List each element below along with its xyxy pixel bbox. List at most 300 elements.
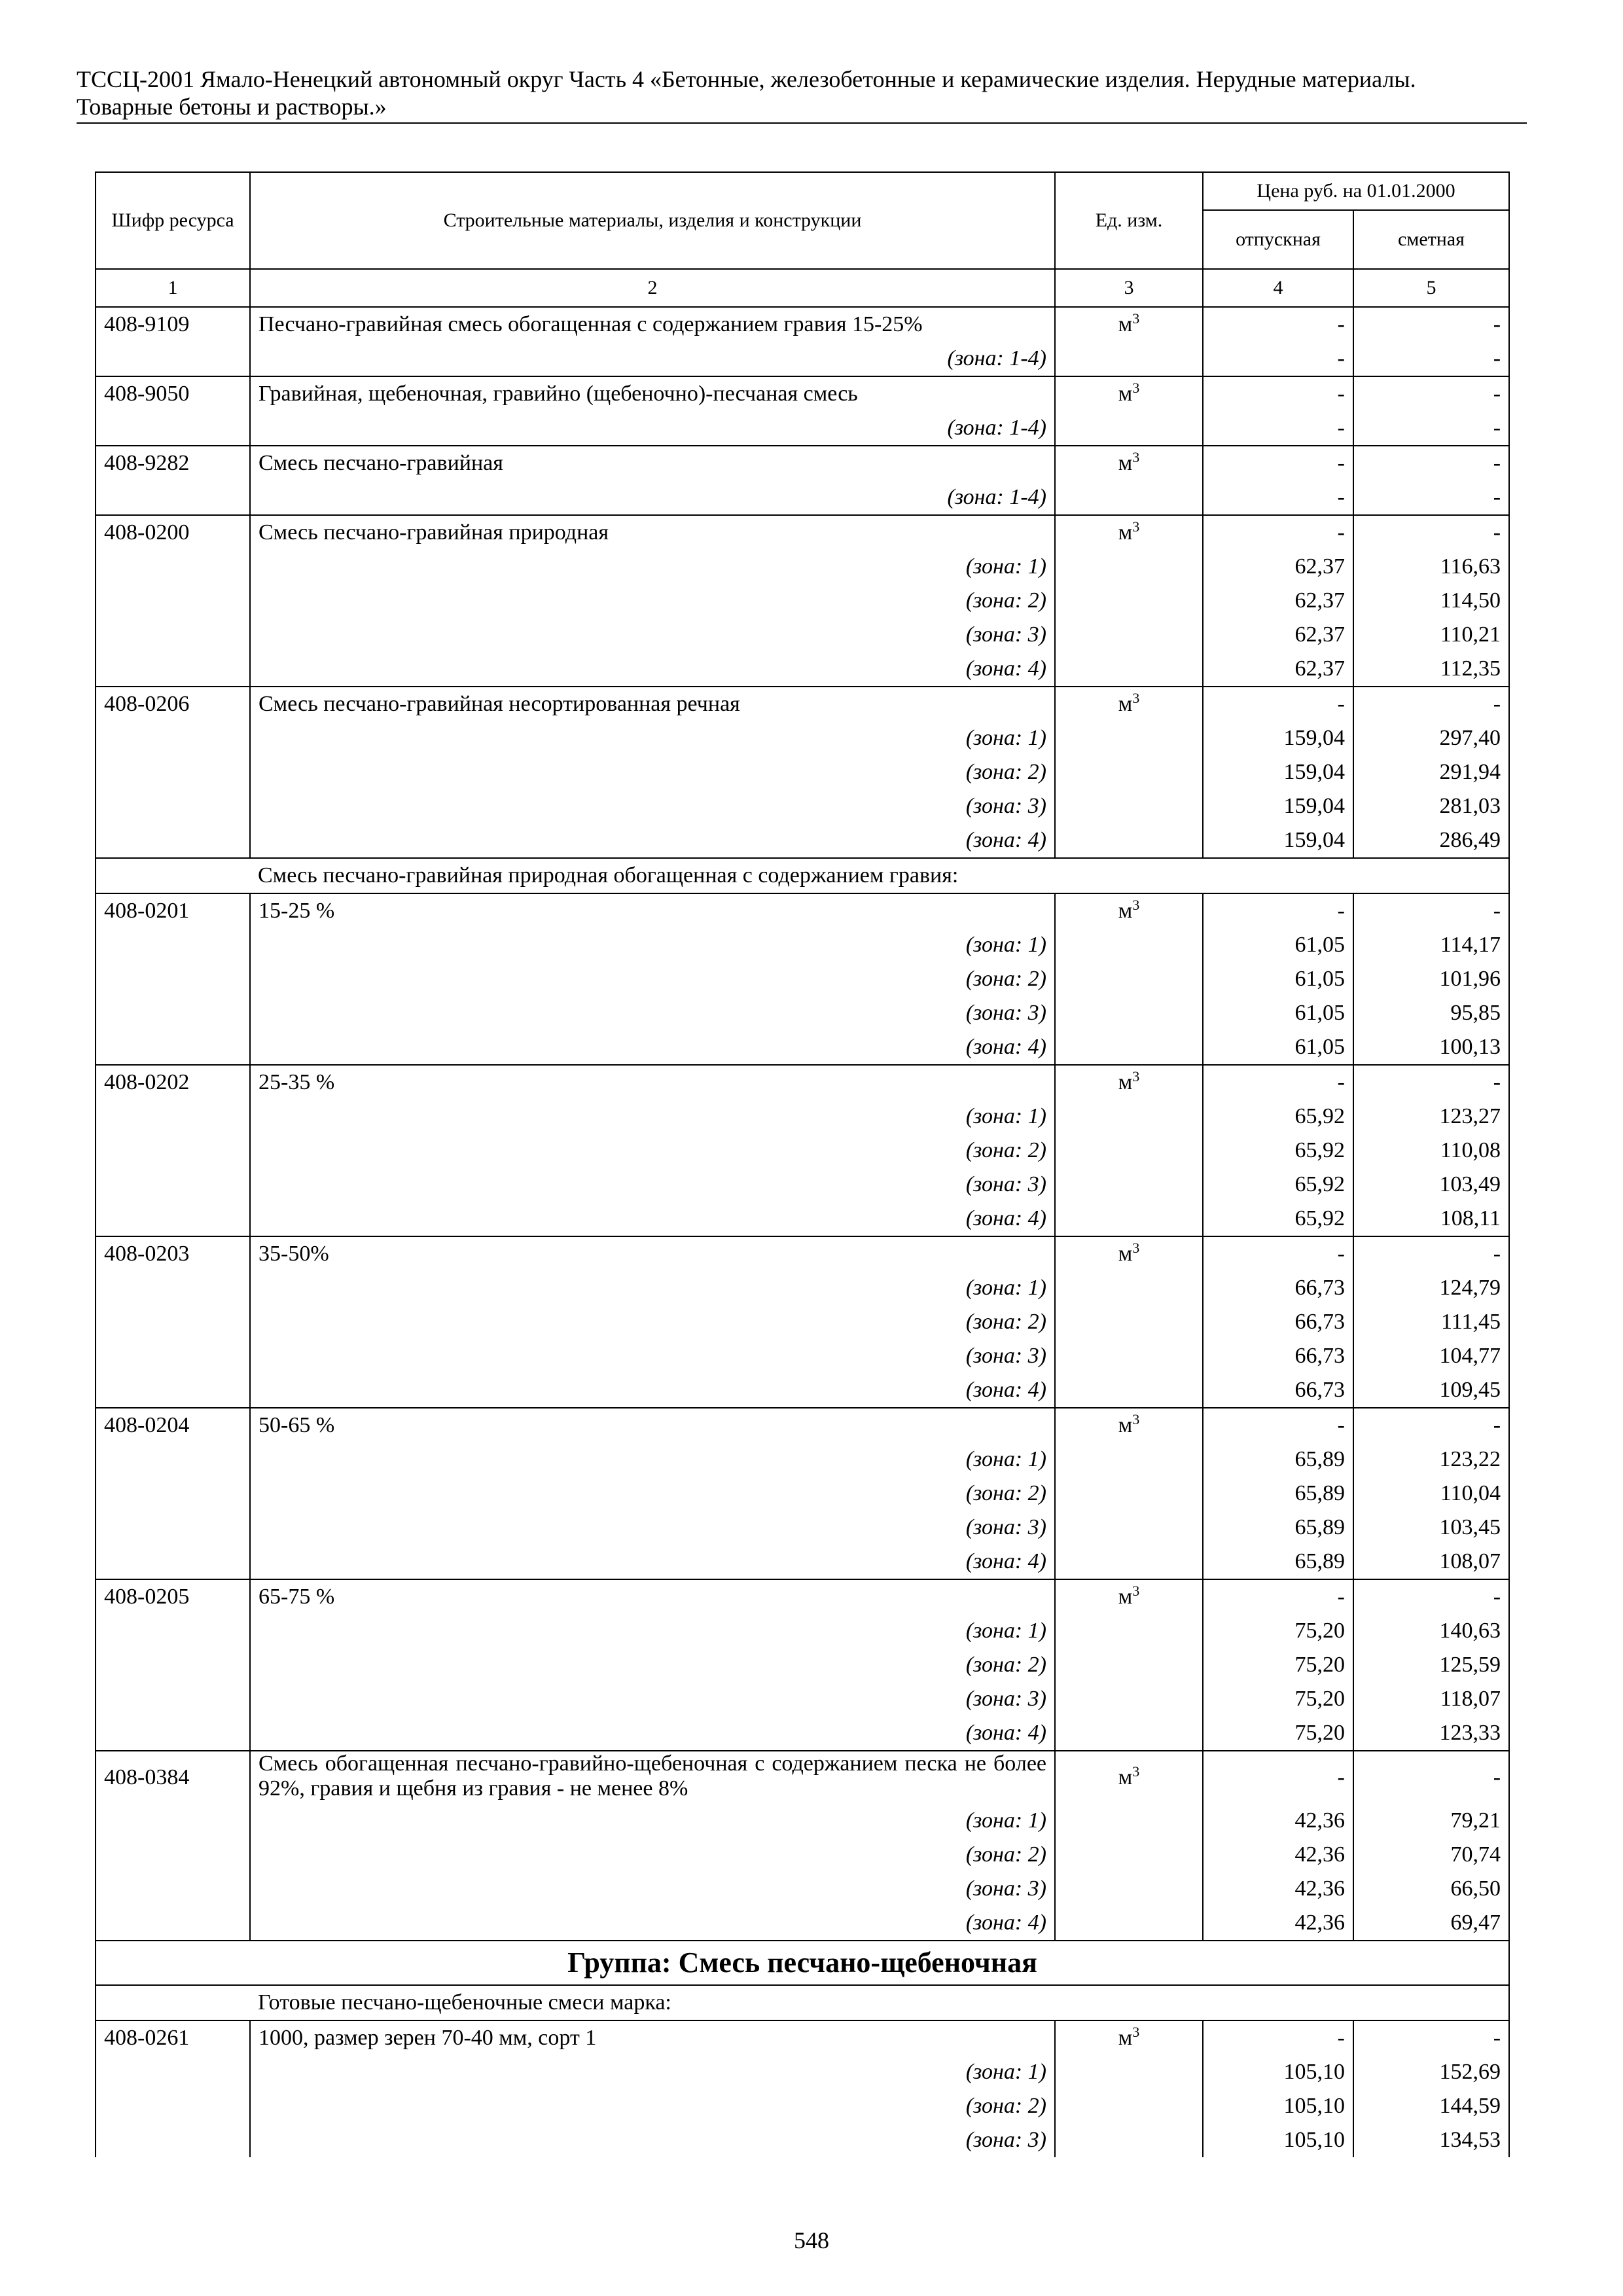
unit-base: м xyxy=(1118,520,1133,545)
zone-label: (зона: 2) xyxy=(250,755,1055,789)
unit-exponent: 3 xyxy=(1132,897,1140,913)
zone-label: (зона: 1) xyxy=(250,2055,1055,2089)
unit-base: м xyxy=(1118,1585,1133,1609)
zone-row xyxy=(96,411,1509,446)
price-release: 65,92 xyxy=(1203,1100,1353,1134)
zone-row xyxy=(96,2055,1509,2089)
price-estimate: - xyxy=(1353,446,1509,480)
subheading: Готовые песчано-щебеночные смеси марка: xyxy=(250,1985,1509,2020)
price-table xyxy=(95,171,1510,2157)
header-rule xyxy=(77,122,1527,124)
unit-cell xyxy=(1055,618,1203,652)
resource-code xyxy=(96,2123,250,2157)
price-estimate: 114,50 xyxy=(1353,584,1509,618)
table-row xyxy=(96,1408,1509,1443)
subheading: Смесь песчано-гравийная природная обогащенная с содержанием гравия: xyxy=(250,858,1509,893)
material-name: Смесь песчано-гравийная xyxy=(250,446,1055,480)
zone-row xyxy=(96,1202,1509,1236)
price-release: - xyxy=(1203,2020,1353,2055)
unit-cell xyxy=(1055,584,1203,618)
unit-cell xyxy=(1055,2123,1203,2157)
column-header-price-group: Цена руб. на 01.01.2000 xyxy=(1203,172,1509,210)
price-release: 61,05 xyxy=(1203,1030,1353,1065)
price-release: 65,92 xyxy=(1203,1134,1353,1168)
unit-cell xyxy=(1055,1408,1203,1443)
column-header-code: Шифр ресурса xyxy=(96,172,250,269)
table-row xyxy=(96,376,1509,411)
resource-code xyxy=(96,411,250,446)
material-name: Смесь песчано-гравийная несортированная речная xyxy=(250,687,1055,721)
unit-cell xyxy=(1055,962,1203,996)
unit-exponent: 3 xyxy=(1132,1068,1140,1085)
resource-code xyxy=(96,996,250,1030)
zone-label: (зона: 2) xyxy=(250,962,1055,996)
material-name: Смесь песчано-гравийная природная xyxy=(250,515,1055,550)
table-body xyxy=(96,307,1509,2157)
unit-cell xyxy=(1055,2055,1203,2089)
price-estimate: 110,08 xyxy=(1353,1134,1509,1168)
unit-cell xyxy=(1055,996,1203,1030)
price-release: 159,04 xyxy=(1203,789,1353,823)
column-number: 2 xyxy=(250,269,1055,307)
zone-row xyxy=(96,652,1509,687)
unit-cell xyxy=(1055,480,1203,515)
zone-label: (зона: 3) xyxy=(250,618,1055,652)
header-line-2: Товарные бетоны и растворы.» xyxy=(77,94,387,120)
group-title-row xyxy=(96,1941,1509,1985)
table-row xyxy=(96,687,1509,721)
price-release: - xyxy=(1203,1236,1353,1271)
resource-code xyxy=(96,1906,250,1941)
resource-code xyxy=(96,1443,250,1477)
price-release: 65,89 xyxy=(1203,1477,1353,1511)
price-release: 65,92 xyxy=(1203,1168,1353,1202)
unit-cell xyxy=(1055,721,1203,755)
price-release: 66,73 xyxy=(1203,1305,1353,1339)
header-line-1: ТССЦ-2001 Ямало-Ненецкий автономный округ Часть 4 «Бетонные, железобетонные и керамические изделия. Нерудные материалы. xyxy=(77,66,1416,92)
zone-row xyxy=(96,1614,1509,1648)
unit-base: м xyxy=(1118,451,1133,475)
column-number: 1 xyxy=(96,269,250,307)
zone-row xyxy=(96,1373,1509,1408)
page-number: 548 xyxy=(794,2227,829,2253)
material-name: Песчано-гравийная смесь обогащенная с содержанием гравия 15-25% xyxy=(250,307,1055,342)
resource-code xyxy=(96,1305,250,1339)
zone-row xyxy=(96,618,1509,652)
price-release: - xyxy=(1203,515,1353,550)
column-number: 3 xyxy=(1055,269,1203,307)
price-release: - xyxy=(1203,1751,1353,1804)
unit-cell xyxy=(1055,755,1203,789)
zone-row xyxy=(96,1906,1509,1941)
price-estimate: 124,79 xyxy=(1353,1271,1509,1305)
price-release: 61,05 xyxy=(1203,928,1353,962)
column-number: 5 xyxy=(1353,269,1509,307)
material-name: Смесь обогащенная песчано-гравийно-щебеночная с содержанием песка не более 92%, гравия и щебня из гравия - не менее 8% xyxy=(250,1751,1055,1804)
zone-label: (зона: 1) xyxy=(250,928,1055,962)
zone-label: (зона: 3) xyxy=(250,1872,1055,1906)
zone-label: (зона: 4) xyxy=(250,1373,1055,1408)
unit-cell xyxy=(1055,1838,1203,1872)
unit-cell xyxy=(1055,1168,1203,1202)
table-row xyxy=(96,1579,1509,1614)
zone-row xyxy=(96,480,1509,515)
price-estimate: 112,35 xyxy=(1353,652,1509,687)
price-estimate: 144,59 xyxy=(1353,2089,1509,2123)
price-estimate: 123,27 xyxy=(1353,1100,1509,1134)
resource-code: 408-9282 xyxy=(96,446,250,480)
subheading-row xyxy=(96,1985,1509,2020)
zone-row xyxy=(96,1271,1509,1305)
resource-code xyxy=(96,550,250,584)
price-release: 75,20 xyxy=(1203,1614,1353,1648)
zone-row xyxy=(96,928,1509,962)
resource-code xyxy=(96,1716,250,1751)
price-release: 75,20 xyxy=(1203,1682,1353,1716)
price-release: - xyxy=(1203,411,1353,446)
resource-code xyxy=(96,342,250,376)
price-estimate: 110,04 xyxy=(1353,1477,1509,1511)
price-release: - xyxy=(1203,480,1353,515)
zone-row xyxy=(96,1804,1509,1838)
zone-row xyxy=(96,1511,1509,1545)
unit-cell xyxy=(1055,376,1203,411)
zone-label: (зона: 4) xyxy=(250,823,1055,858)
resource-code xyxy=(96,962,250,996)
resource-code: 408-0206 xyxy=(96,687,250,721)
unit-cell xyxy=(1055,893,1203,928)
unit-base: м xyxy=(1118,1765,1133,1789)
resource-code: 408-0205 xyxy=(96,1579,250,1614)
price-release: - xyxy=(1203,893,1353,928)
zone-label: (зона: 4) xyxy=(250,1202,1055,1236)
material-name: 1000, размер зерен 70-40 мм, сорт 1 xyxy=(250,2020,1055,2055)
price-release: 159,04 xyxy=(1203,721,1353,755)
unit-cell xyxy=(1055,1065,1203,1100)
zone-label: (зона: 1-4) xyxy=(250,411,1055,446)
price-estimate: 152,69 xyxy=(1353,2055,1509,2089)
material-name: 35-50% xyxy=(250,1236,1055,1271)
unit-base: м xyxy=(1118,1070,1133,1094)
unit-cell xyxy=(1055,1872,1203,1906)
zone-label: (зона: 4) xyxy=(250,1906,1055,1941)
price-estimate: 111,45 xyxy=(1353,1305,1509,1339)
table-row xyxy=(96,2020,1509,2055)
zone-label: (зона: 4) xyxy=(250,1545,1055,1579)
price-estimate: 66,50 xyxy=(1353,1872,1509,1906)
zone-label: (зона: 1) xyxy=(250,1271,1055,1305)
price-release: 61,05 xyxy=(1203,962,1353,996)
price-estimate: 291,94 xyxy=(1353,755,1509,789)
zone-label: (зона: 3) xyxy=(250,996,1055,1030)
price-estimate: 100,13 xyxy=(1353,1030,1509,1065)
price-estimate: - xyxy=(1353,1236,1509,1271)
resource-code: 408-0204 xyxy=(96,1408,250,1443)
zone-row xyxy=(96,1305,1509,1339)
material-name: 50-65 % xyxy=(250,1408,1055,1443)
unit-base: м xyxy=(1118,382,1133,406)
unit-cell xyxy=(1055,1579,1203,1614)
price-release: - xyxy=(1203,342,1353,376)
resource-code: 408-0201 xyxy=(96,893,250,928)
unit-cell xyxy=(1055,342,1203,376)
unit-exponent: 3 xyxy=(1132,380,1140,396)
unit-exponent: 3 xyxy=(1132,1763,1140,1780)
price-estimate: 123,33 xyxy=(1353,1716,1509,1751)
zone-label: (зона: 3) xyxy=(250,1168,1055,1202)
zone-row xyxy=(96,1716,1509,1751)
zone-row xyxy=(96,1339,1509,1373)
resource-code xyxy=(96,1339,250,1373)
resource-code xyxy=(96,1648,250,1682)
price-release: 42,36 xyxy=(1203,1804,1353,1838)
price-release: 65,89 xyxy=(1203,1511,1353,1545)
zone-label: (зона: 4) xyxy=(250,1716,1055,1751)
zone-label: (зона: 2) xyxy=(250,1648,1055,1682)
table-row xyxy=(96,1065,1509,1100)
price-estimate: - xyxy=(1353,480,1509,515)
resource-code xyxy=(96,618,250,652)
price-estimate: - xyxy=(1353,2020,1509,2055)
unit-cell xyxy=(1055,928,1203,962)
price-release: 65,92 xyxy=(1203,1202,1353,1236)
price-estimate: - xyxy=(1353,687,1509,721)
unit-cell xyxy=(1055,1339,1203,1373)
unit-cell xyxy=(1055,2089,1203,2123)
zone-label: (зона: 1) xyxy=(250,721,1055,755)
price-release: 75,20 xyxy=(1203,1648,1353,1682)
resource-code xyxy=(96,1545,250,1579)
zone-label: (зона: 2) xyxy=(250,584,1055,618)
zone-label: (зона: 1-4) xyxy=(250,342,1055,376)
zone-row xyxy=(96,550,1509,584)
unit-cell xyxy=(1055,550,1203,584)
price-release: 159,04 xyxy=(1203,755,1353,789)
unit-cell xyxy=(1055,411,1203,446)
zone-row xyxy=(96,789,1509,823)
resource-code: 408-0384 xyxy=(96,1751,250,1804)
price-release: 62,37 xyxy=(1203,618,1353,652)
price-release: 75,20 xyxy=(1203,1716,1353,1751)
zone-row xyxy=(96,755,1509,789)
unit-cell xyxy=(1055,789,1203,823)
unit-cell xyxy=(1055,515,1203,550)
unit-cell xyxy=(1055,1804,1203,1838)
table-head xyxy=(96,172,1509,307)
price-estimate: 123,22 xyxy=(1353,1443,1509,1477)
unit-cell xyxy=(1055,1202,1203,1236)
resource-code xyxy=(96,1985,250,2020)
resource-code xyxy=(96,652,250,687)
price-release: 62,37 xyxy=(1203,584,1353,618)
resource-code xyxy=(96,1271,250,1305)
zone-row xyxy=(96,1168,1509,1202)
resource-code xyxy=(96,1030,250,1065)
price-estimate: - xyxy=(1353,1065,1509,1100)
price-release: 66,73 xyxy=(1203,1373,1353,1408)
zone-row xyxy=(96,1545,1509,1579)
zone-row xyxy=(96,584,1509,618)
zone-row xyxy=(96,962,1509,996)
resource-code xyxy=(96,928,250,962)
material-name: 65-75 % xyxy=(250,1579,1055,1614)
price-release: 105,10 xyxy=(1203,2089,1353,2123)
price-estimate: 134,53 xyxy=(1353,2123,1509,2157)
material-name: Гравийная, щебеночная, гравийно (щебеночно)-песчаная смесь xyxy=(250,376,1055,411)
zone-label: (зона: 1) xyxy=(250,550,1055,584)
price-estimate: 109,45 xyxy=(1353,1373,1509,1408)
unit-base: м xyxy=(1118,312,1133,336)
price-estimate: 125,59 xyxy=(1353,1648,1509,1682)
unit-cell xyxy=(1055,1716,1203,1751)
zone-row xyxy=(96,1838,1509,1872)
zone-row xyxy=(96,342,1509,376)
price-estimate: 103,45 xyxy=(1353,1511,1509,1545)
unit-cell xyxy=(1055,307,1203,342)
zone-row xyxy=(96,1477,1509,1511)
material-name: 25-35 % xyxy=(250,1065,1055,1100)
price-estimate: 140,63 xyxy=(1353,1614,1509,1648)
unit-cell xyxy=(1055,1305,1203,1339)
zone-row xyxy=(96,721,1509,755)
unit-cell xyxy=(1055,1682,1203,1716)
zone-row xyxy=(96,1872,1509,1906)
unit-base: м xyxy=(1118,1242,1133,1266)
price-release: 42,36 xyxy=(1203,1838,1353,1872)
price-release: 61,05 xyxy=(1203,996,1353,1030)
price-release: 66,73 xyxy=(1203,1339,1353,1373)
unit-base: м xyxy=(1118,692,1133,716)
zone-label: (зона: 3) xyxy=(250,2123,1055,2157)
price-release: - xyxy=(1203,687,1353,721)
zone-label: (зона: 4) xyxy=(250,652,1055,687)
resource-code xyxy=(96,1682,250,1716)
price-release: 105,10 xyxy=(1203,2055,1353,2089)
price-release: - xyxy=(1203,376,1353,411)
unit-cell xyxy=(1055,446,1203,480)
price-estimate: - xyxy=(1353,376,1509,411)
unit-cell xyxy=(1055,1477,1203,1511)
resource-code xyxy=(96,1838,250,1872)
resource-code xyxy=(96,1100,250,1134)
resource-code xyxy=(96,721,250,755)
price-estimate: 281,03 xyxy=(1353,789,1509,823)
price-estimate: - xyxy=(1353,893,1509,928)
unit-cell xyxy=(1055,1373,1203,1408)
unit-exponent: 3 xyxy=(1132,449,1140,465)
resource-code xyxy=(96,1168,250,1202)
unit-cell xyxy=(1055,1443,1203,1477)
resource-code: 408-0202 xyxy=(96,1065,250,1100)
unit-base: м xyxy=(1118,899,1133,923)
price-estimate: 70,74 xyxy=(1353,1838,1509,1872)
resource-code xyxy=(96,1202,250,1236)
zone-row xyxy=(96,1443,1509,1477)
price-estimate: 118,07 xyxy=(1353,1682,1509,1716)
zone-label: (зона: 3) xyxy=(250,1339,1055,1373)
price-estimate: - xyxy=(1353,515,1509,550)
zone-row xyxy=(96,1100,1509,1134)
price-estimate: 297,40 xyxy=(1353,721,1509,755)
table-row xyxy=(96,1236,1509,1271)
price-release: - xyxy=(1203,446,1353,480)
unit-cell xyxy=(1055,1648,1203,1682)
resource-code: 408-0203 xyxy=(96,1236,250,1271)
price-estimate: 101,96 xyxy=(1353,962,1509,996)
price-estimate: 104,77 xyxy=(1353,1339,1509,1373)
resource-code xyxy=(96,1614,250,1648)
unit-exponent: 3 xyxy=(1132,1240,1140,1256)
price-release: 105,10 xyxy=(1203,2123,1353,2157)
zone-label: (зона: 3) xyxy=(250,1511,1055,1545)
price-estimate: - xyxy=(1353,411,1509,446)
unit-cell xyxy=(1055,1751,1203,1804)
resource-code xyxy=(96,1872,250,1906)
zone-label: (зона: 3) xyxy=(250,1682,1055,1716)
unit-cell xyxy=(1055,1100,1203,1134)
resource-code: 408-9109 xyxy=(96,307,250,342)
zone-label: (зона: 4) xyxy=(250,1030,1055,1065)
price-estimate: - xyxy=(1353,1751,1509,1804)
price-estimate: 114,17 xyxy=(1353,928,1509,962)
price-estimate: 108,11 xyxy=(1353,1202,1509,1236)
resource-code xyxy=(96,755,250,789)
table-row xyxy=(96,515,1509,550)
zone-label: (зона: 1) xyxy=(250,1443,1055,1477)
unit-cell xyxy=(1055,1236,1203,1271)
price-release: 65,89 xyxy=(1203,1545,1353,1579)
price-estimate: 110,21 xyxy=(1353,618,1509,652)
zone-label: (зона: 2) xyxy=(250,1838,1055,1872)
zone-label: (зона: 3) xyxy=(250,789,1055,823)
column-header-unit: Ед. изм. xyxy=(1055,172,1203,269)
unit-base: м xyxy=(1118,1413,1133,1437)
zone-row xyxy=(96,2089,1509,2123)
unit-cell xyxy=(1055,687,1203,721)
zone-label: (зона: 1) xyxy=(250,1804,1055,1838)
resource-code xyxy=(96,823,250,858)
zone-label: (зона: 1-4) xyxy=(250,480,1055,515)
table-row xyxy=(96,307,1509,342)
resource-code xyxy=(96,1373,250,1408)
unit-exponent: 3 xyxy=(1132,1411,1140,1427)
resource-code xyxy=(96,2089,250,2123)
column-number: 4 xyxy=(1203,269,1353,307)
group-title: Группа: Смесь песчано-щебеночная xyxy=(96,1941,1509,1985)
price-release: - xyxy=(1203,1579,1353,1614)
table-row xyxy=(96,446,1509,480)
price-release: 62,37 xyxy=(1203,652,1353,687)
resource-code xyxy=(96,1477,250,1511)
zone-row xyxy=(96,1134,1509,1168)
price-release: 42,36 xyxy=(1203,1906,1353,1941)
unit-cell xyxy=(1055,1271,1203,1305)
unit-cell xyxy=(1055,1511,1203,1545)
price-estimate: - xyxy=(1353,1579,1509,1614)
price-release: 159,04 xyxy=(1203,823,1353,858)
unit-base: м xyxy=(1118,2026,1133,2050)
price-estimate: 95,85 xyxy=(1353,996,1509,1030)
document-header xyxy=(77,65,1527,120)
unit-exponent: 3 xyxy=(1132,2024,1140,2040)
price-release: - xyxy=(1203,1408,1353,1443)
zone-row xyxy=(96,823,1509,858)
material-name: 15-25 % xyxy=(250,893,1055,928)
unit-cell xyxy=(1055,2020,1203,2055)
price-estimate: 69,47 xyxy=(1353,1906,1509,1941)
price-estimate: 286,49 xyxy=(1353,823,1509,858)
subheading-row xyxy=(96,858,1509,893)
